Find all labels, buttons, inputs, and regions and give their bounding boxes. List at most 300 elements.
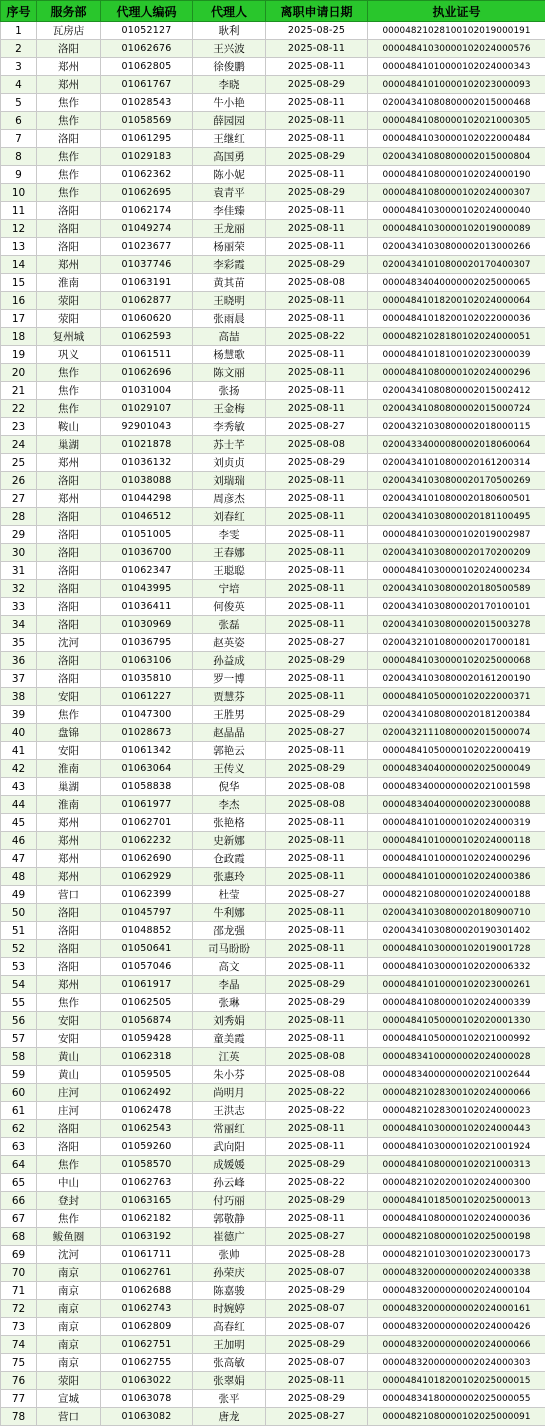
table-row [1, 1210, 545, 1228]
cell-branch: 洛阳 [37, 562, 101, 580]
cell-agent-name: 史新娜 [193, 832, 266, 850]
cell-license-no: 02004341010800020170400307 [368, 256, 545, 274]
cell-agent-name: 袁青平 [193, 184, 266, 202]
cell-branch: 宣城 [37, 1390, 101, 1408]
cell-agent-code: 01023677 [101, 238, 193, 256]
cell-index: 6 [1, 112, 37, 130]
cell-index: 58 [1, 1048, 37, 1066]
cell-license-no: 00004841050000102022000419 [368, 742, 545, 760]
cell-agent-code: 01062362 [101, 166, 193, 184]
cell-license-no: 00004841080000102021000305 [368, 112, 545, 130]
cell-agent-name: 张高敏 [193, 1354, 266, 1372]
cell-index: 55 [1, 994, 37, 1012]
cell-license-no: 00004821028300102024000023 [368, 1102, 545, 1120]
cell-license-no: 02004341010800020161200314 [368, 454, 545, 472]
cell-agent-name: 孙益成 [193, 652, 266, 670]
table-row [1, 1030, 545, 1048]
cell-license-no: 00004834100000002024000028 [368, 1048, 545, 1066]
cell-branch: 中山 [37, 1174, 101, 1192]
cell-agent-name: 杨慧歌 [193, 346, 266, 364]
cell-branch: 庄河 [37, 1102, 101, 1120]
cell-agent-name: 高国勇 [193, 148, 266, 166]
cell-resign-date: 2025-08-11 [266, 742, 368, 760]
cell-resign-date: 2025-08-11 [266, 580, 368, 598]
cell-index: 60 [1, 1084, 37, 1102]
table-body [1, 22, 545, 1426]
cell-agent-name: 耿利 [193, 22, 266, 40]
cell-license-no: 00004841018500102025000013 [368, 1192, 545, 1210]
cell-agent-code: 92901043 [101, 418, 193, 436]
cell-agent-code: 01059260 [101, 1138, 193, 1156]
table-row [1, 400, 545, 418]
cell-agent-code: 01062174 [101, 202, 193, 220]
cell-agent-name: 刘瑞瑞 [193, 472, 266, 490]
table-row [1, 238, 545, 256]
cell-index: 16 [1, 292, 37, 310]
cell-agent-name: 尚明月 [193, 1084, 266, 1102]
cell-resign-date: 2025-08-29 [266, 994, 368, 1012]
cell-resign-date: 2025-08-22 [266, 1084, 368, 1102]
cell-index: 68 [1, 1228, 37, 1246]
cell-license-no: 00004821080000102025000198 [368, 1228, 545, 1246]
cell-agent-code: 01044298 [101, 490, 193, 508]
cell-branch: 南京 [37, 1282, 101, 1300]
cell-index: 49 [1, 886, 37, 904]
cell-agent-name: 武向阳 [193, 1138, 266, 1156]
header-branch: 服务部 [37, 1, 101, 22]
cell-branch: 郑州 [37, 976, 101, 994]
cell-license-no: 00004841010000102024000296 [368, 850, 545, 868]
cell-agent-name: 何俊英 [193, 598, 266, 616]
cell-index: 54 [1, 976, 37, 994]
cell-branch: 安阳 [37, 1012, 101, 1030]
cell-resign-date: 2025-08-27 [266, 1228, 368, 1246]
cell-license-no: 00004841010000102024000386 [368, 868, 545, 886]
cell-agent-name: 牛小艳 [193, 94, 266, 112]
cell-index: 74 [1, 1336, 37, 1354]
cell-license-no: 00004832000000002024000303 [368, 1354, 545, 1372]
cell-branch: 瓦房店 [37, 22, 101, 40]
cell-resign-date: 2025-08-11 [266, 490, 368, 508]
table-row [1, 1138, 545, 1156]
cell-index: 78 [1, 1408, 37, 1426]
cell-branch: 南京 [37, 1354, 101, 1372]
cell-branch: 郑州 [37, 76, 101, 94]
cell-index: 8 [1, 148, 37, 166]
cell-agent-name: 成媛媛 [193, 1156, 266, 1174]
cell-branch: 洛阳 [37, 940, 101, 958]
cell-license-no: 00004821080000102025000091 [368, 1408, 545, 1426]
cell-resign-date: 2025-08-11 [266, 94, 368, 112]
cell-agent-code: 01061767 [101, 76, 193, 94]
cell-resign-date: 2025-08-29 [266, 1192, 368, 1210]
cell-license-no: 00004841080000102021000313 [368, 1156, 545, 1174]
cell-index: 65 [1, 1174, 37, 1192]
cell-branch: 洛阳 [37, 238, 101, 256]
cell-license-no: 00004841010000102024000118 [368, 832, 545, 850]
cell-branch: 安阳 [37, 1030, 101, 1048]
cell-license-no: 00004841018200102025000015 [368, 1372, 545, 1390]
cell-agent-code: 01036795 [101, 634, 193, 652]
cell-agent-name: 苏士芊 [193, 436, 266, 454]
cell-agent-code: 01062478 [101, 1102, 193, 1120]
cell-resign-date: 2025-08-11 [266, 40, 368, 58]
cell-license-no: 00004841050000102020001330 [368, 1012, 545, 1030]
cell-branch: 荥阳 [37, 292, 101, 310]
cell-license-no: 02004341080800002015000468 [368, 94, 545, 112]
cell-branch: 营口 [37, 886, 101, 904]
cell-agent-code: 01060620 [101, 310, 193, 328]
cell-index: 20 [1, 364, 37, 382]
table-row [1, 598, 545, 616]
header-license-no: 执业证号 [368, 1, 545, 22]
cell-resign-date: 2025-08-22 [266, 1174, 368, 1192]
cell-index: 18 [1, 328, 37, 346]
cell-branch: 洛阳 [37, 670, 101, 688]
table-row [1, 688, 545, 706]
cell-resign-date: 2025-08-11 [266, 544, 368, 562]
cell-agent-name: 刘春红 [193, 508, 266, 526]
cell-resign-date: 2025-08-29 [266, 1282, 368, 1300]
table-row [1, 760, 545, 778]
table-row [1, 220, 545, 238]
cell-agent-code: 01062232 [101, 832, 193, 850]
cell-agent-code: 01062696 [101, 364, 193, 382]
table-row [1, 418, 545, 436]
cell-branch: 巢湖 [37, 436, 101, 454]
header-index: 序号 [1, 1, 37, 22]
cell-agent-code: 01036132 [101, 454, 193, 472]
cell-license-no: 00004841030000102019000089 [368, 220, 545, 238]
cell-agent-code: 01049274 [101, 220, 193, 238]
cell-branch: 洛阳 [37, 508, 101, 526]
cell-agent-code: 01058570 [101, 1156, 193, 1174]
cell-resign-date: 2025-08-29 [266, 706, 368, 724]
cell-agent-name: 张扬 [193, 382, 266, 400]
cell-branch: 焦作 [37, 400, 101, 418]
cell-index: 50 [1, 904, 37, 922]
table-row [1, 346, 545, 364]
cell-resign-date: 2025-08-11 [266, 310, 368, 328]
cell-agent-name: 高春红 [193, 1318, 266, 1336]
cell-agent-code: 01062929 [101, 868, 193, 886]
cell-agent-code: 01029183 [101, 148, 193, 166]
cell-agent-name: 王洪志 [193, 1102, 266, 1120]
cell-branch: 安阳 [37, 742, 101, 760]
cell-agent-code: 01048852 [101, 922, 193, 940]
table-row [1, 292, 545, 310]
cell-agent-name: 王继红 [193, 130, 266, 148]
cell-license-no: 00004841010000102023000093 [368, 76, 545, 94]
cell-index: 30 [1, 544, 37, 562]
cell-agent-name: 高文 [193, 958, 266, 976]
cell-branch: 洛阳 [37, 580, 101, 598]
cell-index: 25 [1, 454, 37, 472]
cell-agent-code: 01062505 [101, 994, 193, 1012]
cell-agent-name: 王兴波 [193, 40, 266, 58]
cell-resign-date: 2025-08-11 [266, 238, 368, 256]
cell-agent-code: 01058838 [101, 778, 193, 796]
cell-license-no: 00004834040000002025000049 [368, 760, 545, 778]
cell-agent-code: 01063082 [101, 1408, 193, 1426]
cell-index: 13 [1, 238, 37, 256]
table-row [1, 940, 545, 958]
cell-index: 71 [1, 1282, 37, 1300]
cell-license-no: 00004841030000102019002987 [368, 526, 545, 544]
cell-resign-date: 2025-08-07 [266, 1354, 368, 1372]
cell-index: 73 [1, 1318, 37, 1336]
cell-agent-code: 01062805 [101, 58, 193, 76]
cell-index: 28 [1, 508, 37, 526]
cell-resign-date: 2025-08-11 [266, 562, 368, 580]
cell-agent-name: 宁培 [193, 580, 266, 598]
cell-license-no: 02004341030800020181100495 [368, 508, 545, 526]
table-row [1, 436, 545, 454]
cell-index: 3 [1, 58, 37, 76]
cell-index: 47 [1, 850, 37, 868]
cell-branch: 洛阳 [37, 1138, 101, 1156]
cell-license-no: 00004821020200102024000300 [368, 1174, 545, 1192]
cell-resign-date: 2025-08-28 [266, 1246, 368, 1264]
cell-agent-code: 01062543 [101, 1120, 193, 1138]
table-row [1, 1390, 545, 1408]
table-row [1, 1102, 545, 1120]
cell-resign-date: 2025-08-11 [266, 670, 368, 688]
cell-license-no: 00004834040000002023000088 [368, 796, 545, 814]
cell-agent-code: 01031004 [101, 382, 193, 400]
cell-agent-code: 01052127 [101, 22, 193, 40]
cell-license-no: 00004841010000102023000261 [368, 976, 545, 994]
cell-license-no: 00004841080000102024000036 [368, 1210, 545, 1228]
cell-agent-name: 李彩霞 [193, 256, 266, 274]
table-row [1, 1084, 545, 1102]
cell-license-no: 00004821028100102019000191 [368, 22, 545, 40]
cell-agent-code: 01062347 [101, 562, 193, 580]
cell-resign-date: 2025-08-11 [266, 940, 368, 958]
cell-branch: 淮南 [37, 796, 101, 814]
cell-resign-date: 2025-08-11 [266, 202, 368, 220]
cell-agent-code: 01062492 [101, 1084, 193, 1102]
cell-resign-date: 2025-08-11 [266, 130, 368, 148]
table-row [1, 1372, 545, 1390]
cell-index: 75 [1, 1354, 37, 1372]
cell-resign-date: 2025-08-29 [266, 1390, 368, 1408]
cell-index: 51 [1, 922, 37, 940]
cell-agent-code: 01062755 [101, 1354, 193, 1372]
table-row [1, 1228, 545, 1246]
cell-branch: 洛阳 [37, 202, 101, 220]
cell-agent-name: 王春娜 [193, 544, 266, 562]
cell-agent-code: 01059428 [101, 1030, 193, 1048]
cell-agent-name: 张翠娟 [193, 1372, 266, 1390]
table-row [1, 1300, 545, 1318]
cell-resign-date: 2025-08-11 [266, 958, 368, 976]
cell-license-no: 00004821010300102023000173 [368, 1246, 545, 1264]
table-row [1, 670, 545, 688]
cell-resign-date: 2025-08-22 [266, 1102, 368, 1120]
table-row [1, 112, 545, 130]
cell-agent-code: 01061342 [101, 742, 193, 760]
table-row [1, 274, 545, 292]
cell-branch: 洛阳 [37, 598, 101, 616]
cell-agent-name: 付巧丽 [193, 1192, 266, 1210]
cell-agent-code: 01062763 [101, 1174, 193, 1192]
cell-resign-date: 2025-08-27 [266, 418, 368, 436]
cell-agent-name: 郭敬静 [193, 1210, 266, 1228]
cell-index: 52 [1, 940, 37, 958]
cell-agent-code: 01063191 [101, 274, 193, 292]
cell-agent-name: 张琳 [193, 994, 266, 1012]
cell-index: 22 [1, 400, 37, 418]
cell-index: 23 [1, 418, 37, 436]
cell-resign-date: 2025-08-11 [266, 1372, 368, 1390]
cell-license-no: 00004841030000102024000234 [368, 562, 545, 580]
cell-agent-name: 王胜男 [193, 706, 266, 724]
cell-license-no: 00004821080000102024000188 [368, 886, 545, 904]
cell-resign-date: 2025-08-29 [266, 760, 368, 778]
cell-license-no: 00004834000000002021001598 [368, 778, 545, 796]
cell-license-no: 00004841050000102021000992 [368, 1030, 545, 1048]
cell-resign-date: 2025-08-27 [266, 886, 368, 904]
cell-license-no: 00004841030000102024000576 [368, 40, 545, 58]
cell-resign-date: 2025-08-07 [266, 1300, 368, 1318]
cell-index: 21 [1, 382, 37, 400]
cell-resign-date: 2025-08-29 [266, 256, 368, 274]
cell-agent-code: 01056874 [101, 1012, 193, 1030]
table-row [1, 850, 545, 868]
cell-branch: 荥阳 [37, 310, 101, 328]
table-row [1, 148, 545, 166]
cell-agent-name: 时婉婷 [193, 1300, 266, 1318]
cell-agent-code: 01062318 [101, 1048, 193, 1066]
cell-resign-date: 2025-08-11 [266, 850, 368, 868]
cell-resign-date: 2025-08-29 [266, 976, 368, 994]
cell-agent-code: 01062182 [101, 1210, 193, 1228]
cell-agent-name: 刘贞贞 [193, 454, 266, 472]
cell-agent-name: 童美霞 [193, 1030, 266, 1048]
cell-license-no: 02004341030800020180900710 [368, 904, 545, 922]
cell-resign-date: 2025-08-08 [266, 778, 368, 796]
cell-agent-name: 孙云峰 [193, 1174, 266, 1192]
cell-agent-code: 01057046 [101, 958, 193, 976]
cell-agent-name: 仓政霞 [193, 850, 266, 868]
cell-resign-date: 2025-08-11 [266, 922, 368, 940]
cell-agent-code: 01028673 [101, 724, 193, 742]
cell-agent-code: 01061511 [101, 346, 193, 364]
table-row [1, 166, 545, 184]
cell-agent-name: 陈小妮 [193, 166, 266, 184]
cell-agent-code: 01062593 [101, 328, 193, 346]
table-row [1, 1336, 545, 1354]
cell-agent-code: 01036700 [101, 544, 193, 562]
table-row [1, 1408, 545, 1426]
cell-index: 33 [1, 598, 37, 616]
cell-index: 4 [1, 76, 37, 94]
cell-agent-code: 01062690 [101, 850, 193, 868]
table-row [1, 742, 545, 760]
cell-agent-name: 贾慧芬 [193, 688, 266, 706]
cell-index: 39 [1, 706, 37, 724]
header-agent-name: 代理人 [193, 1, 266, 22]
cell-resign-date: 2025-08-11 [266, 526, 368, 544]
cell-agent-name: 杜莹 [193, 886, 266, 904]
cell-license-no: 00004821028180102024000051 [368, 328, 545, 346]
cell-license-no: 02004321030800002018000115 [368, 418, 545, 436]
cell-index: 63 [1, 1138, 37, 1156]
cell-license-no: 00004832000000002024000066 [368, 1336, 545, 1354]
cell-agent-code: 01063192 [101, 1228, 193, 1246]
cell-branch: 郑州 [37, 256, 101, 274]
cell-index: 34 [1, 616, 37, 634]
cell-agent-code: 01063022 [101, 1372, 193, 1390]
cell-index: 31 [1, 562, 37, 580]
table-row [1, 490, 545, 508]
cell-branch: 沈河 [37, 634, 101, 652]
cell-resign-date: 2025-08-29 [266, 184, 368, 202]
cell-branch: 黄山 [37, 1048, 101, 1066]
cell-license-no: 02004341030800002013000266 [368, 238, 545, 256]
header-agent-code: 代理人编码 [101, 1, 193, 22]
cell-index: 57 [1, 1030, 37, 1048]
cell-branch: 安阳 [37, 688, 101, 706]
cell-license-no: 00004841030000102019001728 [368, 940, 545, 958]
cell-license-no: 00004841018100102023000039 [368, 346, 545, 364]
cell-agent-name: 王加明 [193, 1336, 266, 1354]
cell-license-no: 00004834000000002021002644 [368, 1066, 545, 1084]
cell-resign-date: 2025-08-29 [266, 76, 368, 94]
cell-index: 46 [1, 832, 37, 850]
cell-branch: 洛阳 [37, 616, 101, 634]
table-row [1, 94, 545, 112]
cell-index: 36 [1, 652, 37, 670]
cell-branch: 黄山 [37, 1066, 101, 1084]
cell-agent-name: 牛利娜 [193, 904, 266, 922]
cell-agent-code: 01061227 [101, 688, 193, 706]
cell-index: 26 [1, 472, 37, 490]
cell-branch: 焦作 [37, 364, 101, 382]
cell-branch: 洛阳 [37, 40, 101, 58]
cell-resign-date: 2025-08-11 [266, 904, 368, 922]
cell-license-no: 02004341080800002015000804 [368, 148, 545, 166]
cell-agent-name: 赵晶晶 [193, 724, 266, 742]
cell-resign-date: 2025-08-11 [266, 688, 368, 706]
cell-index: 2 [1, 40, 37, 58]
cell-agent-code: 01037746 [101, 256, 193, 274]
cell-index: 59 [1, 1066, 37, 1084]
cell-agent-name: 黄其苗 [193, 274, 266, 292]
cell-agent-name: 江英 [193, 1048, 266, 1066]
table-row [1, 1048, 545, 1066]
cell-resign-date: 2025-08-11 [266, 58, 368, 76]
table-row [1, 1354, 545, 1372]
cell-resign-date: 2025-08-11 [266, 166, 368, 184]
cell-license-no: 00004832000000002024000161 [368, 1300, 545, 1318]
cell-index: 7 [1, 130, 37, 148]
table-row [1, 868, 545, 886]
table-row [1, 922, 545, 940]
cell-branch: 洛阳 [37, 526, 101, 544]
cell-index: 38 [1, 688, 37, 706]
cell-agent-name: 王金梅 [193, 400, 266, 418]
cell-agent-name: 周彦杰 [193, 490, 266, 508]
cell-resign-date: 2025-08-27 [266, 634, 368, 652]
cell-agent-name: 倪华 [193, 778, 266, 796]
cell-agent-name: 张磊 [193, 616, 266, 634]
cell-branch: 郑州 [37, 58, 101, 76]
cell-agent-name: 薛园园 [193, 112, 266, 130]
cell-branch: 鞍山 [37, 418, 101, 436]
cell-branch: 洛阳 [37, 922, 101, 940]
